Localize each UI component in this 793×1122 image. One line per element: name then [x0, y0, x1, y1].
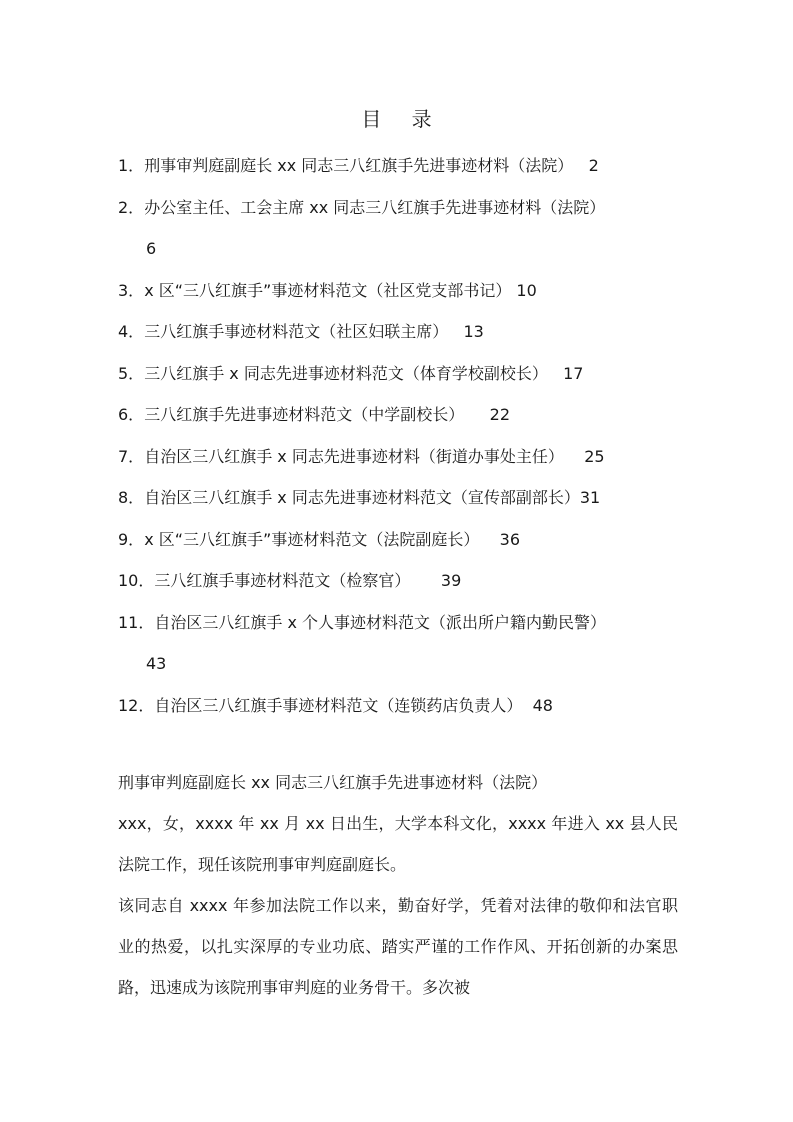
toc-entry-page: 36 [499, 529, 521, 549]
toc-entry-number: 10． [118, 571, 155, 590]
toc-entry-number: 4． [118, 322, 145, 341]
toc-entry-page: 10 [516, 280, 537, 300]
toc-entry-title: x 区“三八红旗手”事迹材料范文（法院副庭长） [144, 529, 480, 549]
toc-entry-title: 三八红旗手事迹材料范文（社区妇联主席） [144, 322, 449, 341]
toc-entry-page: 22 [489, 405, 510, 424]
toc-entry-page: 25 [584, 446, 605, 466]
toc-entry-page: 43 [146, 654, 167, 673]
toc-entry-page: 2 [588, 156, 599, 175]
article-body [118, 762, 678, 1008]
toc-entry[interactable] [118, 477, 678, 519]
toc-entry[interactable] [118, 311, 678, 353]
toc-entry-number: 2． [118, 197, 145, 217]
toc-entry[interactable] [118, 270, 678, 312]
toc-entry[interactable] [118, 353, 678, 395]
toc-entry[interactable] [118, 187, 678, 270]
toc-entry-title: 刑事审判庭副庭长 xx 同志三八红旗手先进事迹材料（法院） [144, 156, 574, 175]
toc-list [118, 145, 678, 726]
toc-entry-title: 办公室主任、工会主席 xx 同志三八红旗手先进事迹材料（法院） [144, 197, 606, 217]
toc-entry-title: x 区“三八红旗手”事迹材料范文（社区党支部书记） [144, 280, 512, 300]
toc-entry-title: 三八红旗手事迹材料范文（检察官） [154, 571, 411, 590]
toc-title: 目 录 [361, 107, 444, 131]
toc-entry-title: 三八红旗手 x 同志先进事迹材料范文（体育学校副校长） [144, 363, 548, 383]
toc-entry-number: 1． [118, 156, 145, 175]
toc-entry-page: 13 [463, 322, 484, 341]
toc-entry-title: 三八红旗手先进事迹材料范文（中学副校长） [144, 405, 465, 424]
toc-entry-title: 自治区三八红旗手 x 个人事迹材料范文（派出所户籍内勤民警） [154, 612, 607, 632]
article-paragraph: 该同志自 xxxx 年参加法院工作以来，勤奋好学，凭着对法律的敬仰和法官职业的热爱，以扎实深厚的专业功底、踏实严谨的工作作风、开拓创新的办案思路，迅速成为该院刑事审判庭的业务骨干。多次被 [118, 896, 678, 997]
toc-entry[interactable] [118, 685, 678, 727]
toc-entry-title: 自治区三八红旗手 x 同志先进事迹材料范文（宣传部副部长） [144, 488, 580, 507]
toc-entry[interactable] [118, 519, 678, 561]
toc-entry-number: 5． [118, 363, 145, 383]
article-heading: 刑事审判庭副庭长 xx 同志三八红旗手先进事迹材料（法院） [118, 773, 548, 792]
toc-entry-number: 8． [118, 488, 145, 507]
toc-entry[interactable] [118, 560, 678, 602]
toc-entry-number: 6． [118, 405, 145, 424]
article-paragraph: xxx，女，xxxx 年 xx 月 xx 日出生，大学本科文化，xxxx 年进入 xx 县人民法院工作，现任该院刑事审判庭副庭长。 [118, 814, 678, 874]
toc-entry-number: 7． [118, 446, 145, 466]
toc-entry-page: 31 [579, 488, 601, 507]
toc-entry[interactable] [118, 436, 678, 478]
toc-entry-number: 3． [118, 280, 145, 300]
toc-entry-number: 11． [118, 612, 155, 632]
toc-entry-page: 48 [532, 695, 553, 715]
toc-entry-number: 12． [118, 695, 155, 715]
toc-entry-page: 6 [146, 239, 157, 258]
toc-entry-page: 39 [440, 571, 462, 590]
toc-entry-title: 自治区三八红旗手 x 同志先进事迹材料（街道办事处主任） [144, 446, 564, 466]
toc-entry-title: 自治区三八红旗手事迹材料范文（连锁药店负责人） [154, 695, 523, 715]
toc-entry-number: 9． [118, 529, 145, 549]
toc-entry-page: 17 [563, 363, 584, 383]
toc-entry[interactable] [118, 602, 678, 685]
toc-entry[interactable] [118, 394, 678, 436]
toc-entry[interactable] [118, 145, 678, 187]
